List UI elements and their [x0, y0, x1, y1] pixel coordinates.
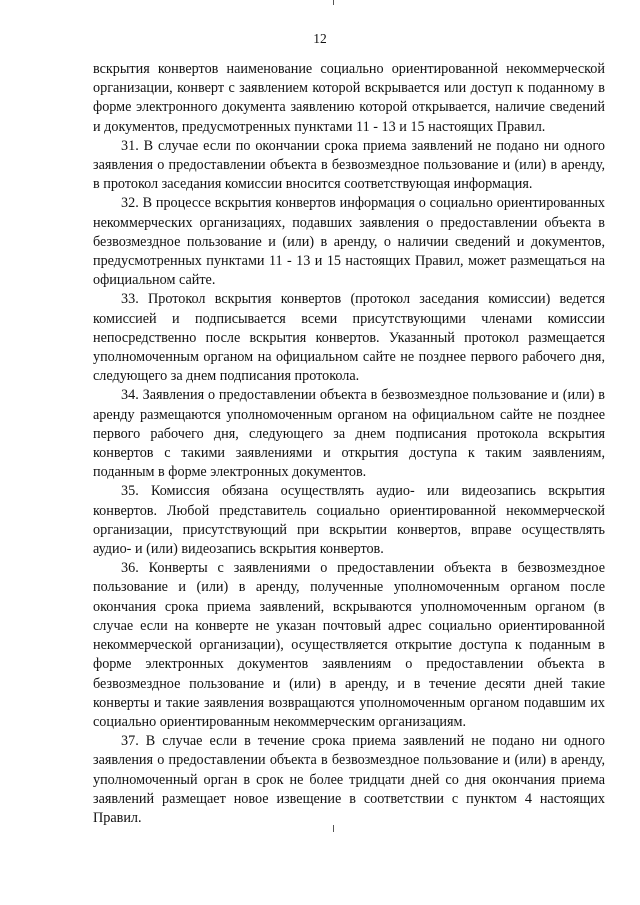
paragraph-32: 32. В процессе вскрытия конвертов информация о социально ориентированных некоммерческих организациях, подавших заявления о предоставлении объекта в безвозмездное пользование и (или) в аренду, о наличии сведений и документов, предусмотренных пунктами 11 - 13 и 15 настоящих Правил, может размещаться на официальном сайте. — [93, 195, 605, 289]
paragraph-35: 35. Комиссия обязана осуществлять аудио- или видеозапись вскрытия конвертов. Любой представитель социально ориентированной некоммерческой организации, присутствующий при вскрытии конвертов, вправе осуществлять аудио- и (или) видеозапись вскрытия конвертов. — [93, 483, 605, 558]
scan-mark-bottom — [333, 825, 334, 832]
paragraph-31: 31. В случае если по окончании срока приема заявлений не подано ни одного заявления о предоставлении объекта в безвозмездное пользование и (или) в аренду, в протокол заседания комиссии вносится соответствующая информация. — [93, 137, 605, 193]
paragraph-33: 33. Протокол вскрытия конвертов (протокол заседания комиссии) ведется комиссией и подписывается всеми присутствующими членами комиссии непосредственно после вскрытия конвертов. Указанный протокол размещается уполномоченным органом на официальном сайте не позднее первого рабочего дня, следующего за днем подписания протокола. — [93, 291, 605, 385]
paragraph-37: 37. В случае если в течение срока приема заявлений не подано ни одного заявления о предоставлении объекта в безвозмездное пользование и (или) в аренду, уполномоченный орган в срок не более тридцати дней со дня окончания приема заявлений размещает новое извещение в соответствии с пунктом 4 настоящих Правил. — [93, 733, 605, 826]
scan-mark-top — [333, 0, 334, 5]
paragraph-34: 34. Заявления о предоставлении объекта в безвозмездное пользование и (или) в аренду размещаются уполномоченным органом на официальном сайте не позднее первого рабочего дня, следующего за днем подписания протокола вскрытия конвертов с такими заявлениями и открытия доступа к таким заявлениям, поданным в форме электронных документов. — [93, 387, 605, 481]
paragraph-36: 36. Конверты с заявлениями о предоставлении объекта в безвозмездное пользование и (или) в аренду, полученные уполномоченным органом после окончания срока приема заявлений, вскрываются уполномоченным органом (в случае если на конверте не указан почтовый адрес социально ориентированной некоммерческой организации), осуществляется открытие доступа к поданным в форме электронных документов заявлениям о предоставлении объекта в безвозмездное пользование и (или) в аренду, и в течение десяти дней такие конверты и такие заявления возвращаются уполномоченным органом подавшим их социально ориентированным некоммерческим организациям. — [93, 560, 605, 730]
page-number: 12 — [313, 31, 327, 46]
body-text — [93, 60, 605, 828]
paragraph-continuation: вскрытия конвертов наименование социально ориентированной некоммерческой организации, конверт с заявлением которой вскрывается или доступ к поданному в форме электронного документа заявлению которой открывается, наличие сведений и документов, предусмотренных пунктами 11 - 13 и 15 настоящих Правил. — [93, 61, 605, 135]
